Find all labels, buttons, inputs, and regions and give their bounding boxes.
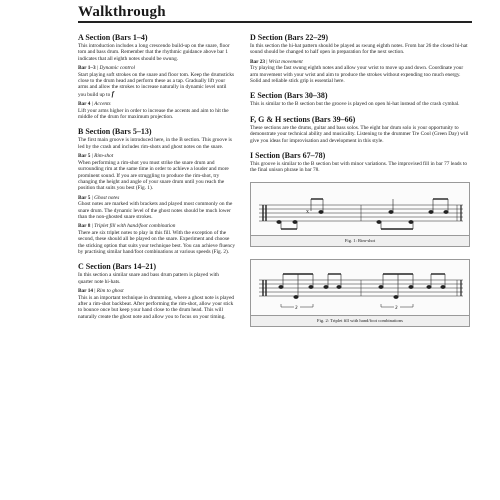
section-c-heading: C Section (Bars 14–21) [78, 262, 156, 272]
figure-2-caption: Fig. 2: Triplet fill with hand/foot combinations [251, 315, 469, 326]
sub-bars: Bar 5 [78, 153, 91, 160]
sub-sep: | [90, 223, 95, 230]
sub-title: Rim-shot [94, 153, 114, 160]
section-a-sub2-text: Lift your arms higher in order to increase the accents and aim to hit the middle of the drum for maximum projection. [78, 107, 229, 121]
sub-bars: Bar 1–3 [78, 65, 96, 72]
sub-sep: | [93, 288, 97, 295]
section-i-intro: This groove is similar to the B section but with minor variations. The improvised fill in bar 77 leads to the final unison phrase in bar 78. [250, 161, 468, 174]
section-b-heading: B Section (Bars 5–13) [78, 127, 152, 137]
section-e-heading: E Section (Bars 30–38) [250, 91, 328, 101]
notation-staff-fig2 [251, 260, 469, 315]
section-d-intro: In this section the hi-hat pattern should be played as swung eighth notes. From bar 26 the closed hi-hat sound should be changed to half open in preparation for the next section. [250, 43, 468, 56]
sub-sep: | [90, 153, 95, 160]
section-e-intro: This is similar to the B section but the groove is played on open hi-hat instead of the crash cymbal. [250, 101, 460, 108]
section-b-sub1-text: When performing a rim-shot you must strike the snare drum and surrounding rim at the same time in order to achieve a louder and more prominent sound. If you are struggling to produce the rim-shot, try changing the height and angle of your snare drum until you reach the position that suits you best (Fig. 1). [78, 159, 229, 192]
section-a-sub1-text [78, 72, 235, 99]
sub-text: Start playing soft strokes on the snare and floor tom. Keep the drumsticks close to the drum head and perform these as a tap. Gradually lift your arms and allow the strokes to increase naturally in dynamic level until you build up to [78, 71, 235, 98]
section-i-heading: I Section (Bars 67–78) [250, 151, 326, 161]
sub-bars: Bar 14 [78, 288, 94, 295]
sub-title: Accents [94, 101, 111, 108]
triplet-marking: 3 [395, 305, 398, 311]
section-b-sub2-text: Ghost notes are marked with brackets and played most commonly on the snare drum. The dynamic level of the ghost notes should be much lower than the non-ghosted snare strokes. [78, 201, 233, 220]
dynamic-marking: f [111, 89, 114, 98]
section-d-heading: D Section (Bars 22–29) [250, 33, 328, 42]
section-f-intro: These sections are the drums, guitar and bass solos. The eight bar drum solo is your opportunity to demonstrate your technical ability and musicality. Listening to the drummer Tre Cool (Green Day) will give you ideas for improvisation and development in this style. [250, 124, 469, 144]
title-rule [78, 21, 472, 23]
section-b-sub3-text: There are six triplet notes to play in this fill. With the exception of the second, these should all be played on the snare. Experiment and choose the sticking option that suits your technique best. You can achieve fluency by practising similar hand/foot combinations at various speeds (Fig. 2). [78, 229, 235, 255]
figure-2 [250, 259, 470, 327]
figure-1-caption: Fig. 1: Rim-shot [251, 235, 469, 246]
sub-sep: | [95, 65, 100, 72]
section-b-intro: The first main groove is introduced here, in the B section. This groove is led by the crash and includes rim-shots and ghost notes on the snare. [78, 137, 232, 150]
sub-title: Ghost notes [94, 194, 120, 201]
sub-bars: Bar 5 [78, 194, 91, 201]
svg-text:x: x [306, 208, 309, 215]
sub-bars: Bar 8 [78, 223, 91, 230]
sub-bars: Bar 4 [78, 101, 91, 108]
left-column [78, 33, 235, 320]
sub-sep: | [265, 58, 269, 65]
section-d-sub1-text: Try playing the fast swung eighth notes and allow your wrist to move up and down. Coordinate your arm movement with your wrist and aim to produce the strokes without expending too much energy. Solid and reliable stick grip is essential here. [250, 65, 464, 85]
right-column [250, 33, 470, 327]
section-c-sub1-text: This is an important technique in drumming, where a ghost note is played after a rim-shot backbeat. After performing the rim-shot, allow your stick to bounce once but keep your hand close to the drum head. This will naturally create the ghost note and allow you to focus on your timing. [78, 294, 235, 320]
section-c-intro: In this section a similar snare and bass drum pattern is played with quarter note hi-hats. [78, 272, 219, 285]
section-a-heading: A Section (Bars 1–4) [78, 33, 148, 42]
section-a-intro: This introduction includes a long crescendo build-up on the snare, floor tom and bass drum. Remember that the rhythmic guidance above bar 1 indicates that all eighth notes should be swung. [78, 43, 230, 62]
sub-sep: | [90, 194, 95, 201]
sub-sep: | [90, 101, 95, 108]
sub-title: Dynamic control [99, 65, 135, 72]
page-title: Walkthrough [78, 4, 166, 20]
notation-staff-fig1 [251, 183, 469, 235]
sub-bars: Bar 23 [250, 58, 266, 65]
figure-1 [250, 182, 470, 247]
sub-title: Rim to ghost [96, 288, 124, 295]
section-f-heading: F, G & H sections (Bars 39–66) [250, 114, 356, 124]
sub-title: Wrist movement [268, 58, 303, 65]
sub-title: Triplet fill with hand/foot combination [94, 223, 176, 230]
triplet-marking: 3 [295, 305, 298, 311]
